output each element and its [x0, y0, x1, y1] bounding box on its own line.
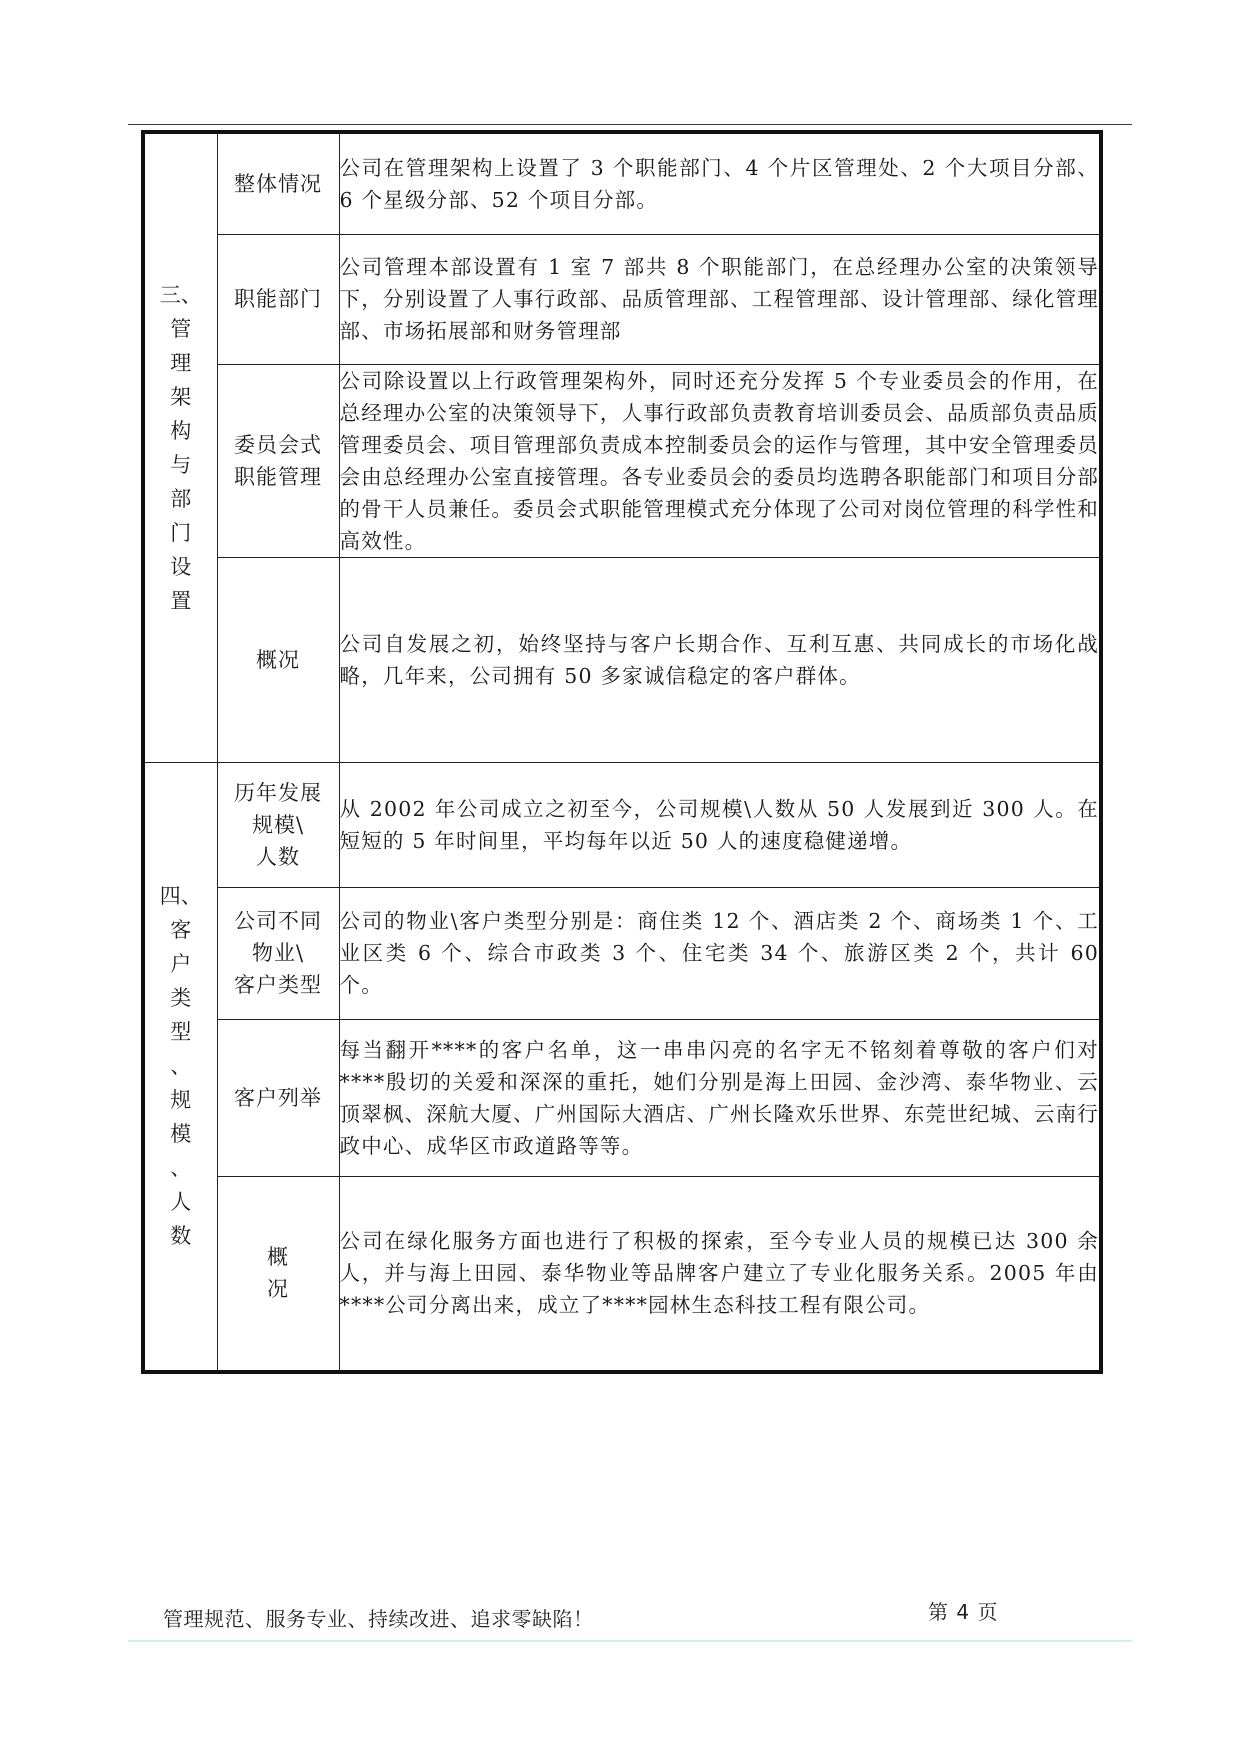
table-row — [143, 1019, 1101, 1176]
row-content: 公司的物业\客户类型分别是：商住类 12 个、酒店类 2 个、商场类 1 个、工业区类 6 个、综合市政类 3 个、住宅类 34 个、旅游区类 2 个，共计 60 个。 — [339, 887, 1101, 1019]
table-row — [143, 557, 1101, 762]
row-content: 公司管理本部设置有 1 室 7 部共 8 个职能部门，在总经理办公室的决策领导下，分别设置了人事行政部、品质管理部、工程管理部、设计管理部、绿化管理部、市场拓展部和财务管理部 — [339, 234, 1101, 364]
table-row — [143, 364, 1101, 557]
row-label: 委员会式 职能管理 — [217, 364, 339, 557]
section-title-structure: 三、 管 理 架 构 与 部 门 设 置 — [143, 132, 217, 762]
row-label: 公司不同 物业\ 客户类型 — [217, 887, 339, 1019]
row-label: 概 况 — [217, 1176, 339, 1372]
table-row — [143, 234, 1101, 364]
info-table — [141, 130, 1103, 1374]
section-title-customers: 四、 客 户 类 型 、 规 模 、 人 数 — [143, 762, 217, 1372]
row-label: 整体情况 — [217, 132, 339, 234]
row-content: 每当翻开****的客户名单，这一串串闪亮的名字无不铭刻着尊敬的客户们对****殷切的关爱和深深的重托，她们分别是海上田园、金沙湾、泰华物业、云顶翠枫、深航大厦、广州国际大酒店、广州长隆欢乐世界、东莞世纪城、云南行政中心、成华区市政道路等等。 — [339, 1019, 1101, 1176]
row-label: 职能部门 — [217, 234, 339, 364]
row-label: 客户列举 — [217, 1019, 339, 1176]
table-row — [143, 887, 1101, 1019]
row-label: 历年发展 规模\ 人数 — [217, 762, 339, 887]
row-content: 从 2002 年公司成立之初至今，公司规模\人数从 50 人发展到近 300 人。在短短的 5 年时间里，平均每年以近 50 人的速度稳健递增。 — [339, 762, 1101, 887]
row-content: 公司除设置以上行政管理架构外，同时还充分发挥 5 个专业委员会的作用，在总经理办公室的决策领导下，人事行政部负责教育培训委员会、品质部负责品质管理委员会、项目管理部负责成本控制委员会的运作与管理，其中安全管理委员会由总经理办公室直接管理。各专业委员会的委员均选聘各职能部门和项目分部的骨干人员兼任。委员会式职能管理模式充分体现了公司对岗位管理的科学性和高效性。 — [339, 364, 1101, 557]
row-content: 公司在绿化服务方面也进行了积极的探索，至今专业人员的规模已达 300 余人，并与海上田园、泰华物业等品牌客户建立了专业化服务关系。2005 年由****公司分离出来，成立了****园林生态科技工程有限公司。 — [339, 1176, 1101, 1372]
footer-slogan: 管理规范、服务专业、持续改进、追求零缺陷！ — [163, 1607, 594, 1631]
row-content: 公司自发展之初，始终坚持与客户长期合作、互利互惠、共同成长的市场化战略，几年来，公司拥有 50 多家诚信稳定的客户群体。 — [339, 557, 1101, 762]
table-row — [143, 132, 1101, 234]
table-row — [143, 762, 1101, 887]
row-content: 公司在管理架构上设置了 3 个职能部门、4 个片区管理处、2 个大项目分部、6 个星级分部、52 个项目分部。 — [339, 132, 1101, 234]
row-label: 概况 — [217, 557, 339, 762]
table-row — [143, 1176, 1101, 1372]
header-rule — [128, 124, 1132, 125]
page-number: 第 4 页 — [928, 1600, 999, 1624]
footer-rule — [128, 1640, 1132, 1642]
